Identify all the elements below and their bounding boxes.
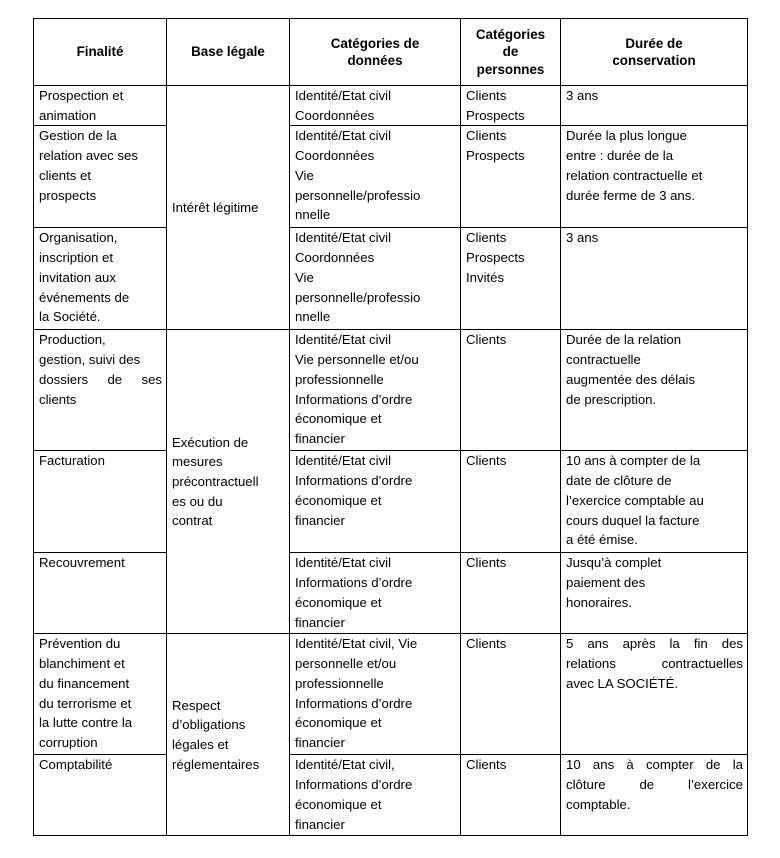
- cell-person-categories: Clients Prospects: [461, 126, 561, 228]
- cell-data-categories: Identité/Etat civil Informations d’ordre économique et financier: [290, 553, 461, 634]
- cell-person-categories: Clients Prospects Invités: [461, 228, 561, 330]
- header-retention: Durée de conservation: [561, 19, 748, 86]
- table-row: [34, 330, 748, 451]
- cell-retention: Durée de la relation contractuelle augmentée des délais de prescription.: [561, 330, 748, 451]
- header-row: [34, 19, 748, 86]
- table-row: [34, 451, 748, 553]
- cell-legal-basis-obligations: Respect d’obligations légales et réglementaires: [167, 634, 290, 836]
- cell-person-categories: Clients Prospects: [461, 86, 561, 126]
- cell-retention: 3 ans: [561, 86, 748, 126]
- table-row: [34, 86, 748, 126]
- table-row: [34, 755, 748, 836]
- table-row: [34, 126, 748, 228]
- cell-data-categories: Identité/Etat civil Vie personnelle et/ou professionnelle Informations d’ordre économique et financier: [290, 330, 461, 451]
- cell-person-categories: Clients: [461, 451, 561, 553]
- cell-purpose: Facturation: [34, 451, 167, 553]
- cell-data-categories: Identité/Etat civil Coordonnées: [290, 86, 461, 126]
- cell-purpose: Recouvrement: [34, 553, 167, 634]
- cell-retention: Jusqu’à complet paiement des honoraires.: [561, 553, 748, 634]
- cell-legal-basis-contract: Exécution de mesures précontractuell es ou du contrat: [167, 330, 290, 634]
- header-data-categories: Catégories de données: [290, 19, 461, 86]
- cell-person-categories: Clients: [461, 634, 561, 755]
- cell-retention: Durée la plus longue entre : durée de la relation contractuelle et durée ferme de 3 ans.: [561, 126, 748, 228]
- cell-purpose: Prospection et animation: [34, 86, 167, 126]
- table-row: [34, 553, 748, 634]
- cell-data-categories: Identité/Etat civil, Informations d’ordre économique et financier: [290, 755, 461, 836]
- cell-retention: 10 ans à compter de la clôture de l’exercice comptable.: [561, 755, 748, 836]
- cell-legal-basis-interest: Intérêt légitime: [167, 86, 290, 330]
- data-processing-table: [33, 18, 748, 836]
- cell-person-categories: Clients: [461, 330, 561, 451]
- cell-retention: 3 ans: [561, 228, 748, 330]
- header-purpose: Finalité: [34, 19, 167, 86]
- cell-purpose: Gestion de la relation avec ses clients et prospects: [34, 126, 167, 228]
- cell-data-categories: Identité/Etat civil, Vie personnelle et/ou professionnelle Informations d’ordre économique et financier: [290, 634, 461, 755]
- header-legal-basis: Base légale: [167, 19, 290, 86]
- cell-purpose: Prévention du blanchiment et du financement du terrorisme et la lutte contre la corruption: [34, 634, 167, 755]
- cell-retention: 10 ans à compter de la date de clôture de l’exercice comptable au cours duquel la facture a été émise.: [561, 451, 748, 553]
- cell-retention: 5 ans après la fin des relations contractuelles avec LA SOCIÉTÉ.: [561, 634, 748, 755]
- cell-purpose: Production, gestion, suivi des dossiers de ses clients: [34, 330, 167, 451]
- header-person-categories: Catégories de personnes: [461, 19, 561, 86]
- table-row: [34, 634, 748, 755]
- cell-purpose: Comptabilité: [34, 755, 167, 836]
- cell-data-categories: Identité/Etat civil Coordonnées Vie personnelle/professio nnelle: [290, 126, 461, 228]
- cell-purpose: Organisation, inscription et invitation aux événements de la Société.: [34, 228, 167, 330]
- cell-person-categories: Clients: [461, 553, 561, 634]
- cell-data-categories: Identité/Etat civil Coordonnées Vie personnelle/professio nnelle: [290, 228, 461, 330]
- cell-data-categories: Identité/Etat civil Informations d’ordre économique et financier: [290, 451, 461, 553]
- cell-person-categories: Clients: [461, 755, 561, 836]
- table-row: [34, 228, 748, 330]
